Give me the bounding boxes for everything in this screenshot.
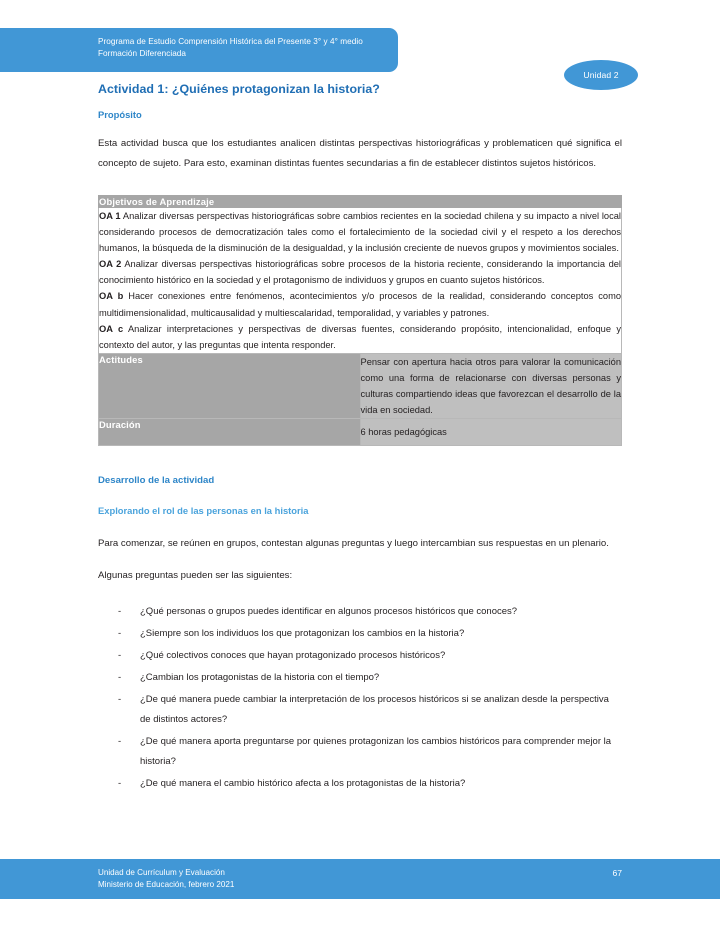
list-item [98, 732, 622, 772]
development-section [98, 475, 622, 794]
table-row-header [99, 196, 622, 208]
objective-oac-text: Analizar interpretaciones y perspectivas de diversas fuentes, considerando propósito, intencionalidad, enfoque y contexto del autor, y las preguntas que intenta responder. [99, 323, 621, 350]
table-row-duration [99, 419, 622, 446]
objective-oab-text: Hacer conexiones entre fenómenos, acontecimientos y/o procesos de la realidad, considerando conceptos como multidimensionalidad, multicausalidad y multiescalaridad, temporalidad, y variables y patrones. [99, 291, 621, 318]
page-title: Actividad 1: ¿Quiénes protagonizan la historia? [98, 82, 380, 96]
objective-oa2 [99, 256, 621, 288]
list-item-label: ¿Qué colectivos conoces que hayan protagonizado procesos históricos? [140, 650, 446, 662]
list-item-label: ¿Cambian los protagonistas de la historia con el tiempo? [140, 672, 380, 684]
development-intro-paragraph: Para comenzar, se reúnen en grupos, contestan algunas preguntas y luego intercambian sus respuestas en un plenario. [98, 538, 609, 550]
attitudes-value-cell: Pensar con apertura hacia otros para valorar la comunicación como una forma de relacionarse con diversas personas y culturas compartiendo ideas que favorezcan el desarrollo de la vida en sociedad. [360, 353, 622, 418]
objective-oac [99, 321, 621, 353]
bullet-dash-icon: - [118, 736, 122, 748]
page-number: 67 [612, 868, 622, 878]
questions-list [98, 602, 622, 794]
purpose-heading: Propósito [98, 109, 142, 120]
page-header [0, 28, 720, 80]
list-item [98, 668, 622, 688]
list-item-label: ¿De qué manera aporta preguntarse por quienes protagonizan los cambios históricos para comprender mejor la historia? [140, 736, 612, 768]
footer-line-2: Ministerio de Educación, febrero 2021 [98, 879, 235, 889]
table-row-objectives [99, 208, 622, 354]
purpose-paragraph: Esta actividad busca que los estudiantes analicen distintas perspectivas historiográficas y problematicen qué significa el concepto de sujeto. Para esto, examinan distintas fuentes secundarias a fin de establecer distintos sujetos históricos. [98, 138, 622, 169]
header-banner [0, 28, 398, 72]
development-heading: Desarrollo de la actividad [98, 475, 215, 487]
duration-label-cell: Duración [99, 419, 361, 446]
objective-oac-code: OA c [99, 323, 124, 334]
learning-objectives-table [98, 195, 622, 446]
header-banner-line-1: Programa de Estudio Comprensión Histórica del Presente 3° y 4° medio [98, 37, 363, 46]
attitudes-label-cell: Actitudes [99, 353, 361, 418]
page-footer [0, 859, 720, 899]
main-content [98, 82, 622, 796]
bullet-dash-icon: - [118, 694, 122, 706]
bullet-dash-icon: - [118, 628, 122, 640]
list-item-label: ¿De qué manera puede cambiar la interpretación de los procesos históricos si se analizan desde la perspectiva de distintos actores? [140, 694, 609, 726]
objective-oa1-text: Analizar diversas perspectivas historiográficas sobre cambios recientes en la sociedad chilena y su impacto a nivel local considerando procesos de democratización tales como el fortalecimiento de la sociedad civil y el respeto a los derechos humanos, la búsqueda de la disminución de la desigualdad, y la inclusión creciente de nuevos grupos y movimientos sociales. [99, 211, 621, 254]
bullet-dash-icon: - [118, 672, 122, 684]
objective-oa1-code: OA 1 [99, 211, 121, 221]
list-item-label: ¿Qué personas o grupos puedes identificar en algunos procesos históricos que conoces? [140, 606, 518, 618]
bullet-dash-icon: - [118, 778, 122, 790]
objective-oab-code: OA b [99, 291, 124, 302]
development-subheading: Explorando el rol de las personas en la historia [98, 505, 309, 517]
list-item-label: ¿Siempre son los individuos los que protagonizan los cambios en la historia? [140, 628, 465, 640]
list-item [98, 774, 622, 794]
questions-lead-paragraph: Algunas preguntas pueden ser las siguientes: [98, 570, 293, 582]
duration-value-cell: 6 horas pedagógicas [360, 419, 622, 446]
list-item [98, 602, 622, 622]
objectives-body-cell [99, 208, 622, 354]
objective-oa2-code: OA 2 [99, 259, 122, 270]
footer-text [98, 867, 234, 890]
bullet-dash-icon: - [118, 606, 122, 618]
objective-oa2-text: Analizar diversas perspectivas historiográficas sobre procesos de la historia reciente, considerando la importancia del conocimiento histórico en la sociedad y el protagonismo de individuos y grupos en cuanto sujetos históricos. [99, 259, 621, 286]
objective-oa1 [99, 208, 621, 256]
unit-badge-label: Unidad 2 [583, 70, 619, 80]
list-item [98, 690, 622, 730]
bullet-dash-icon: - [118, 650, 122, 662]
list-item [98, 646, 622, 666]
list-item-label: ¿De qué manera el cambio histórico afecta a los protagonistas de la historia? [140, 778, 466, 790]
list-item [98, 624, 622, 644]
objectives-header-cell: Objetivos de Aprendizaje [99, 196, 622, 208]
table-row-attitudes [99, 353, 622, 418]
objective-oab [99, 288, 621, 320]
footer-line-1: Unidad de Currículum y Evaluación [98, 868, 225, 877]
header-banner-line-2: Formación Diferenciada [98, 48, 187, 58]
